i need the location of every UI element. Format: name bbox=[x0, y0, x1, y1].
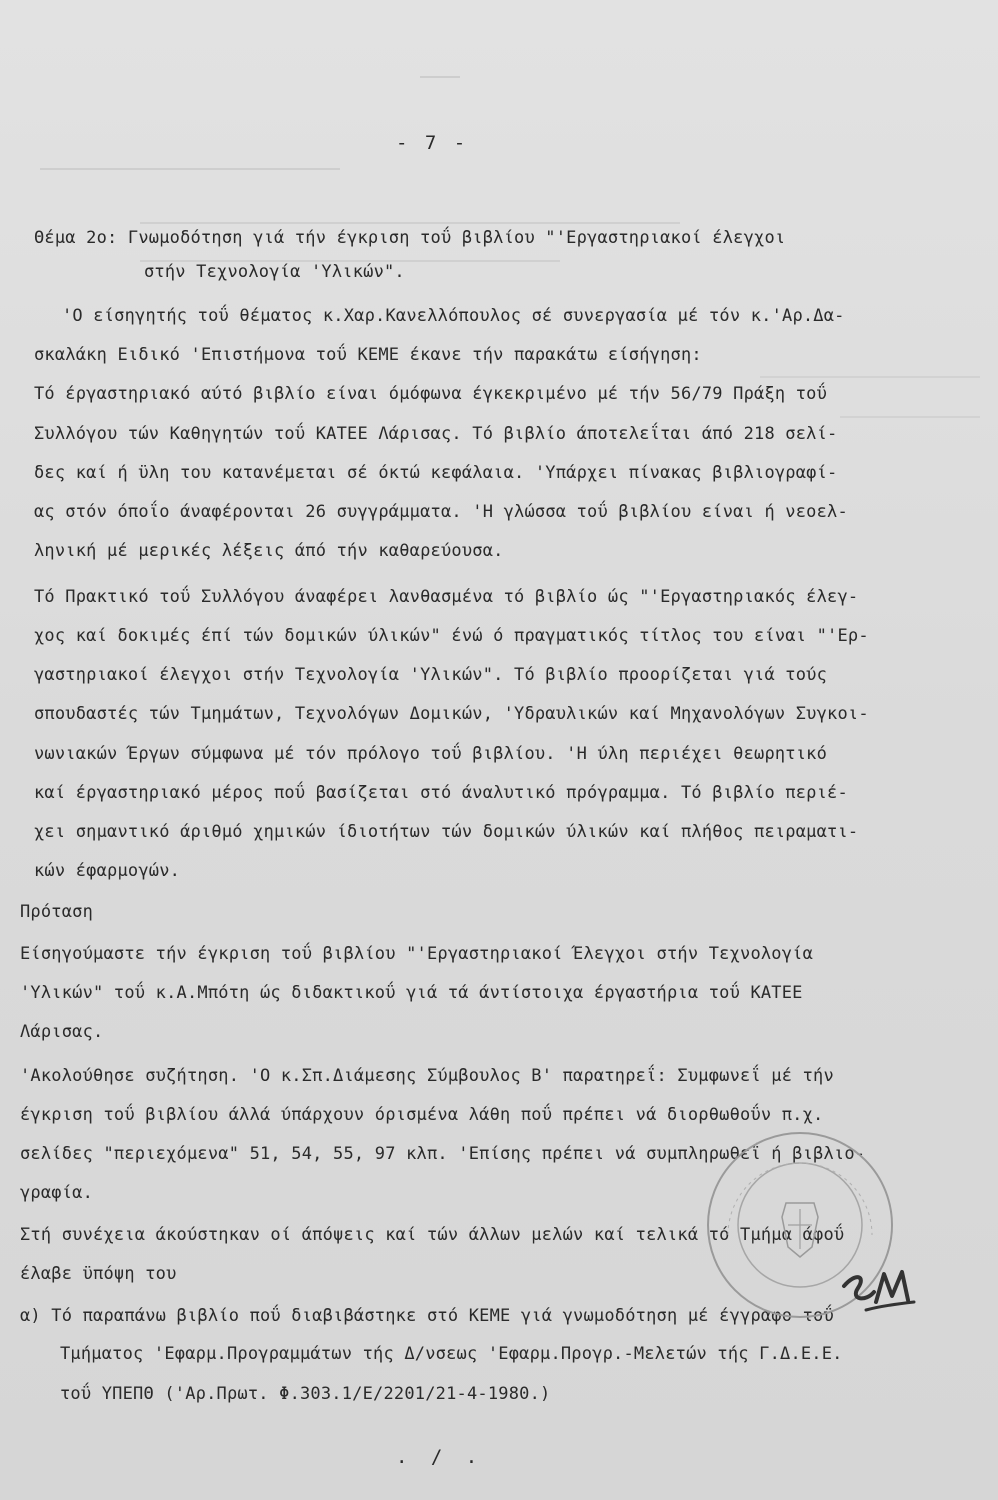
text-line: έλαβε ϋπόψη του bbox=[20, 1264, 177, 1284]
text-line: σελίδες "περιεχόμενα" 51, 54, 55, 97 κλπ. 'Επίσης πρέπει νά συμπληρωθεΐ ή βιβλιο- bbox=[20, 1144, 866, 1164]
text-line: Τό Πρακτικό τοΰ Συλλόγου άναφέρει λανθασμένα τό βιβλίο ώς "'Εργαστηριακός έλεγ- bbox=[34, 587, 859, 607]
list-item: α) Τό παραπάνω βιβλίο ποΰ διαβιβάστηκε στό ΚΕΜΕ γιά γνωμοδότηση μέ έγγραφο τοΰ bbox=[20, 1306, 834, 1326]
text-line: ληνική μέ μερικές λέξεις άπό τήν καθαρεύουσα. bbox=[34, 541, 504, 561]
section-heading: Πρόταση bbox=[20, 902, 94, 922]
text-line: Συλλόγου τών Καθηγητών τοΰ ΚΑΤΕΕ Λάρισας. Τό βιβλίο άποτελεΐται άπό 218 σελί- bbox=[34, 424, 838, 444]
text-line: γαστηριακοί έλεγχοι στήν Τεχνολογία 'Υλικών". Τό βιβλίο προορίζεται γιά τούς bbox=[34, 665, 828, 685]
signature-icon bbox=[836, 1262, 926, 1322]
text-line: δες καί ή ϋλη του κατανέμεται σέ όκτώ κεφάλαια. 'Υπάρχει πίνακας βιβλιογραφί- bbox=[34, 463, 838, 483]
continuation-mark: . / . bbox=[396, 1446, 484, 1468]
text-line: έγκριση τοΰ βιβλίου άλλά ύπάρχουν όρισμένα λάθη ποΰ πρέπει νά διορθωθοΰν π.χ. bbox=[20, 1105, 824, 1125]
list-item-continuation: τοΰ ΥΠΕΠΘ ('Αρ.Πρωτ. Φ.303.1/Ε/2201/21-4-1980.) bbox=[60, 1384, 551, 1404]
text-line: Είσηγούμαστε τήν έγκριση τοΰ βιβλίου "'Εργαστηριακοί Έλεγχοι στήν Τεχνολογία bbox=[20, 944, 814, 964]
text-line: καί έργαστηριακό μέρος ποΰ βασίζεται στό άναλυτικό πρόγραμμα. Τό βιβλίο περιέ- bbox=[34, 783, 848, 803]
text-line: σπουδαστές τών Τμημάτων, Τεχνολόγων Δομικών, 'Υδραυλικών καί Μηχανολόγων Συγκοι- bbox=[34, 704, 869, 724]
list-item-continuation: Τμήματος 'Εφαρμ.Προγραμμάτων τής Δ/νσεως 'Εφαρμ.Προγρ.-Μελετών τής Γ.Δ.Ε.Ε. bbox=[60, 1344, 843, 1364]
text-line: στήν Τεχνολογία 'Υλικών". bbox=[144, 262, 405, 282]
text-line: Θέμα 2ο: Γνωμοδότηση γιά τήν έγκριση τοΰ βιβλίου "'Εργαστηριακοί έλεγχοι bbox=[34, 228, 786, 248]
page-number: - 7 - bbox=[396, 132, 469, 154]
text-line: 'Υλικών" τοΰ κ.Α.Μπότη ώς διδακτικοΰ γιά τά άντίστοιχα έργαστήρια τοΰ ΚΑΤΕΕ bbox=[20, 983, 803, 1003]
text-line: χει σημαντικό άριθμό χημικών ίδιοτήτων τών δομικών ύλικών καί πλήθος πειραματι- bbox=[34, 822, 859, 842]
text-line: Τό έργαστηριακό αύτό βιβλίο είναι όμόφωνα έγκεκριμένο μέ τήν 56/79 Πράξη τοΰ bbox=[34, 384, 828, 404]
text-line: Λάρισας. bbox=[20, 1022, 104, 1042]
text-line: ας στόν όποΐο άναφέρονται 26 συγγράμματα. 'Η γλώσσα τοΰ βιβλίου είναι ή νεοελ- bbox=[34, 502, 848, 522]
text-line: Στή συνέχεια άκούστηκαν οί άπόψεις καί τών άλλων μελών καί τελικά τό Τμήμα άφοΰ bbox=[20, 1225, 845, 1245]
text-line: 'Ο είσηγητής τοΰ θέματος κ.Χαρ.Κανελλόπουλος σέ συνεργασία μέ τόν κ.'Αρ.Δα- bbox=[62, 306, 845, 326]
text-line: γραφία. bbox=[20, 1183, 94, 1203]
text-line: σκαλάκη Ειδικό 'Επιστήμονα τοΰ ΚΕΜΕ έκανε τήν παρακάτω είσήγηση: bbox=[34, 345, 702, 365]
text-line: κών έφαρμογών. bbox=[34, 861, 181, 881]
text-line: χος καί δοκιμές έπί τών δομικών ύλικών" ένώ ό πραγματικός τίτλος του είναι "'Ερ- bbox=[34, 626, 869, 646]
text-line: νωνιακών Έργων σύμφωνα μέ τόν πρόλογο τοΰ βιβλίου. 'Η ύλη περιέχει θεωρητικό bbox=[34, 744, 828, 764]
text-line: 'Ακολούθησε συζήτηση. 'Ο κ.Σπ.Διάμεσης Σύμβουλος Β' παρατηρεΐ: Συμφωνεΐ μέ τήν bbox=[20, 1066, 834, 1086]
